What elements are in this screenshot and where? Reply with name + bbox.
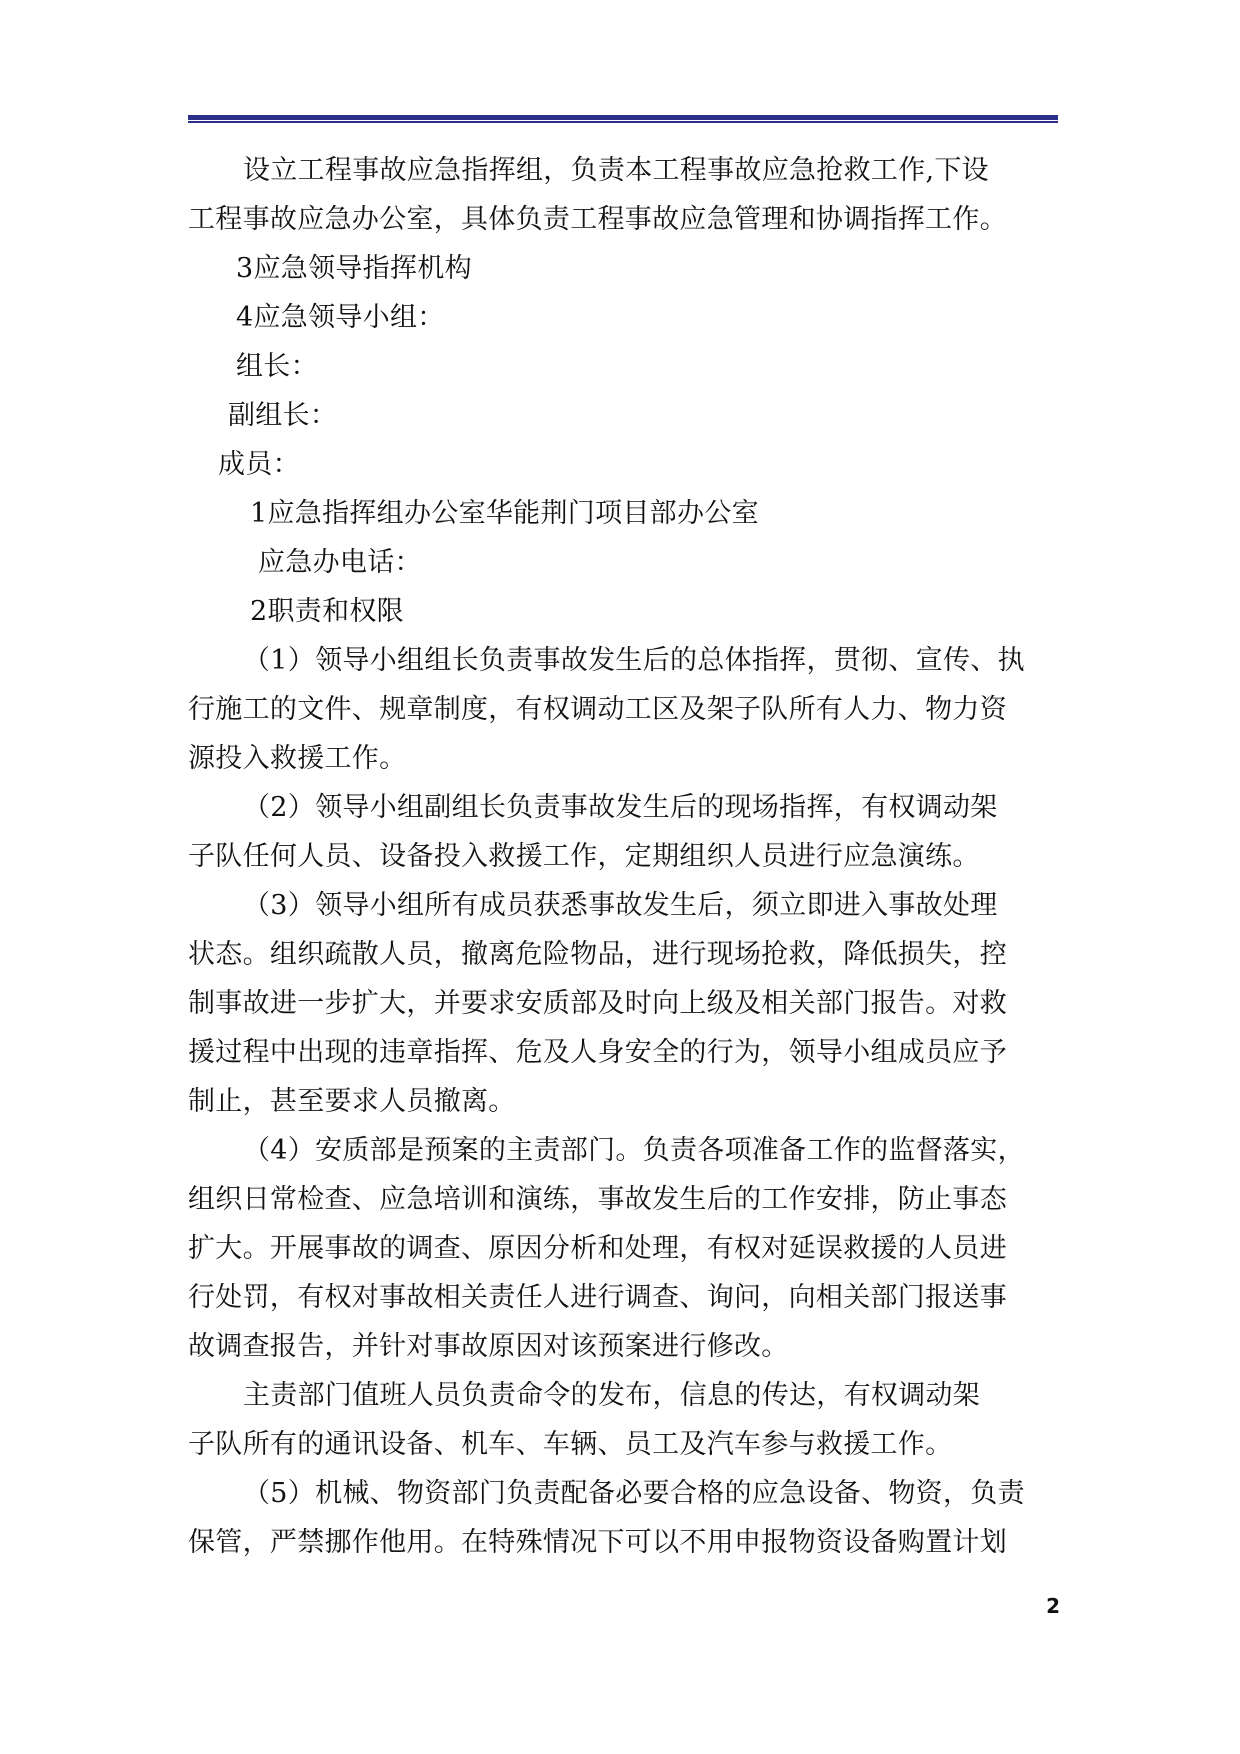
paragraph-line: （1）领导小组组长负责事故发生后的总体指挥，贯彻、宣传、执 [243, 645, 1025, 676]
section-heading: 4应急领导小组： [236, 302, 445, 333]
paragraph-line: 制止，甚至要求人员撤离。 [188, 1086, 516, 1117]
paragraph-line: 子队所有的通讯设备、机车、车辆、员工及汽车参与救援工作。 [188, 1429, 953, 1460]
paragraph-line: 状态。组织疏散人员，撤离危险物品，进行现场抢救，降低损失，控 [188, 939, 1007, 970]
field-label: 副组长： [228, 400, 338, 431]
section-heading: 3应急领导指挥机构 [236, 253, 472, 284]
paragraph-line: 源投入救援工作。 [188, 743, 407, 774]
paragraph-line: 行施工的文件、规章制度，有权调动工区及架子队所有人力、物力资 [188, 694, 1007, 725]
document-body [188, 146, 1058, 1567]
paragraph-line: 援过程中出现的违章指挥、危及人身安全的行为，领导小组成员应予 [188, 1037, 1007, 1068]
field-label: 应急办电话： [258, 547, 422, 578]
paragraph-line: 保管，严禁挪作他用。在特殊情况下可以不用申报物资设备购置计划 [188, 1527, 1007, 1558]
paragraph-line: 工程事故应急办公室，具体负责工程事故应急管理和协调指挥工作。 [188, 204, 1007, 235]
paragraph-line: 故调查报告，并针对事故原因对该预案进行修改。 [188, 1331, 789, 1362]
section-heading: 1应急指挥组办公室华能荆门项目部办公室 [250, 498, 759, 529]
paragraph-line: （4）安质部是预案的主责部门。负责各项准备工作的监督落实， [243, 1135, 1025, 1166]
paragraph-line: 制事故进一步扩大，并要求安质部及时向上级及相关部门报告。对救 [188, 988, 1007, 1019]
page-number: 2 [1046, 1594, 1060, 1618]
header-rule-thick [188, 115, 1058, 120]
paragraph-line: 扩大。开展事故的调查、原因分析和处理，有权对延误救援的人员进 [188, 1233, 1007, 1264]
section-heading: 2职责和权限 [250, 596, 404, 627]
header-rule [188, 115, 1058, 123]
field-label: 成员： [218, 449, 300, 480]
paragraph-line: （3）领导小组所有成员获悉事故发生后，须立即进入事故处理 [243, 890, 998, 921]
header-rule-thin [188, 121, 1058, 123]
paragraph-line: （2）领导小组副组长负责事故发生后的现场指挥，有权调动架 [243, 792, 998, 823]
field-label: 组长： [236, 351, 318, 382]
paragraph-line: （5）机械、物资部门负责配备必要合格的应急设备、物资，负责 [243, 1478, 1025, 1509]
paragraph-line: 行处罚，有权对事故相关责任人进行调查、询问，向相关部门报送事 [188, 1282, 1007, 1313]
paragraph-line: 子队任何人员、设备投入救援工作，定期组织人员进行应急演练。 [188, 841, 980, 872]
paragraph-line: 主责部门值班人员负责命令的发布，信息的传达，有权调动架 [243, 1380, 981, 1411]
paragraph-line: 设立工程事故应急指挥组，负责本工程事故应急抢救工作,下设 [243, 155, 989, 186]
paragraph-line: 组织日常检查、应急培训和演练，事故发生后的工作安排，防止事态 [188, 1184, 1007, 1215]
